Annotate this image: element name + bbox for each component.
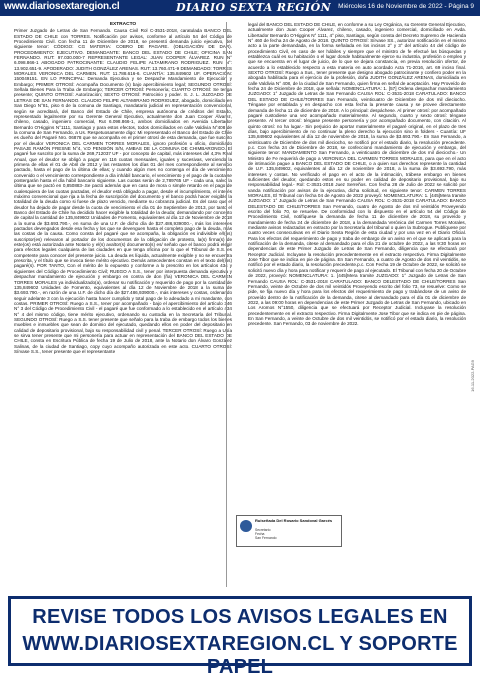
newspaper-brand: DIARIO SEXTA REGIÓN [176, 1, 332, 14]
signer-name: Ruiseñada Del Rosario Sandoval Garcés [255, 518, 333, 523]
legal-notices-columns [14, 22, 466, 587]
section-title: EXTRACTO [109, 22, 137, 27]
left-column-text: Primer Juzgado de Letras de San Fernando. Causa Civil Rol C-3531-2018, caratulada BANCO DEL ESTADO DE CHILE con TORRES. Notificación por avisos, conforme al artículo 54 del Código de Procedimiento Civil. Con fecha 11 de Diciembre de 2018, se presentó demanda juicio ejecutivo, del siguiente tenor: CÓDIGO: CG MATERIA: COBRO DE PAGARE. (OBLIGACIÓN DE DAR). PROCEDIMIENTO: EJECUTIVO. DEMANDANTE: BANCO DEL ESTADO DE CHILE; OFICINA SAN FERNANDO. RUT: 97.030.000-7 REPRESENTANTE LEGAL: JUAN COOPER ÁLVAREZ. RUN N° 6.098.866-1 ABOGADO PATROCINANTE: CLAUDIO FELIPE ALTAMIRANO RODRIGUEZ. RUN N°: 13.902.651-9. APODERADO: JUDITH GONZÁLEZ ARENAS. RUT: 13.760.471-9 DEMANDADO: TORRES MORALES VERONICA DEL CARMEN. RUT: 11.788.616-6. CUANTÍA: 135.849602 UF. OPERACIÓN: 150049151. EN LO PRINCIPAL: Demanda Ejecutiva y se Despache Mandamiento de Ejecución y Embargo; PRIMER OTROSÍ: Acompaña Documento (s) bajo apercibimiento legal; SEGUNDO OTROSÍ: Señala Bienes Para la Traba de Embargo; TERCER OTROSÍ: Personería; CUARTO OTROSÍ: Se tenga presente; QUINTO OTROSÍ: Autorización; SEXTO OTROSÍ: Patrocinio y poder. S. J. L. JUZGADO DE LETRAS DE SAN FERNANDO. CLAUDIO FELIPE ALTAMIRANO RODRIGUEZ, abogado, domiciliado en San Diego N°81, piso 6 de la comuna de Santiago, mandatario judicial en representación convencional, según se acreditará, del Banco del Estado de Chile, empresa autónoma de créditos del Estado, representado legalmente por su Gerente General Ejecutivo, actualmente don Juan Cooper Álvarez, chileno, casado, ingeniero comercial, Rut 6.098.866-1, ambos domiciliados en Avenida Libertador Bernardo O'Higgins N°1111, Santiago y para estos efectos, todos domiciliados en calle Valdivia N°408 de la comuna de San Fernando, a Us. Respetuosamente digo: Mi representado el Banco del Estado de Chile es dueño del Pagaré Nro. 06878 que se acompaña en el primer otrosí de esta demanda, que fue suscrito por el deudor VERONICA DEL CARMEN TORRES MORALES, ignoro profesión u oficio, domiciliado PASAJE RAMÓN FRESNE N°4, V.D PENSIÓN S/N, AMBAS DE LA COMUNA DE CHIMBARONGO. El pagaré fue suscrito por la suma de 269,712037 UF - por concepto de capital, más intereses del 4,3% Real Anual, que el deudor se obligó a pagar en 116 cuotas mensuales, iguales y sucesivas, venciendo la primera de ellas el 01 de Abril de 2012 y las restantes los días 01 del mes correspondiente al servicio pactado, hasta el pago de la última de ellas; y cuando algún mes no contenga el día de vencimiento convenido o el vencimiento correspondiente a día inhábil bancario, el vencimiento y el pago de la cuota se postergarán hasta el día hábil bancario siguiente. Las cuotas serán de 2,789765 UF - cada una, salvo la última que se pactó en 0,850883-.Se pactó además que en caso de mora o simple retardo en el pago de cualesquiera de las cuotas pactadas, el deudor está obligado a pagar, desde el incumplimiento, el interés máximo convencional que rija a la fecha de suscripción del documento y el banco podrá hacer exigible la totalidad de la deuda como si fuese de plazo vencido, mediante su cobranza judicial. Es del caso que el deudor ha dejado de pagar desde la cuota de vencimiento el día 01 de Septiembre de 2013, por tanto el Banco del Estado de Chile ha decidido hacer exigible la totalidad de la deuda; demandando por concepto de capital la cantidad de 135,849602 Unidades de Fomento, equivalentes al día 12 de Noviembre de 2018 a la suma de $3.693.790.-, en suma de una U.F. de dicho día de $27.486,939000.-, más los intereses pactados devengados desde esa fecha y los que se devenguen hasta el completo pago de la deuda, más las costas de la causa. Como consta del pagaré que se acompaña, la obligación es indivisible e/l(os) suscriptor(es) relevaron al portador de los documentos de la obligación de protesto, la(s) firma(s) de este(os) está autorizada ante Notario y el(s) avaltor(s) documento(s) es/ señalo que el banco podrá elegir para efectos legales cualquiera de las ciudades en que tenga oficina por lo que el Tribunal de S.S. es competente para conocer del presente juicio. La deuda es líquida, actualmente exigible y no se encuentra prescrita, y el título que se invoca tiene mérito ejecutivo. Demás antecedentes constan en el texto del(los) pagaré(s). POR TANTO, Con el mérito de lo expuesto y conforme a lo prescrito en los artículos 434 y siguientes del Código de Procedimiento Civil; RUEGO A S.S., tener por interpuesta demanda ejecutiva y despachar mandamiento de ejecución y embargo en contra de don (ña) VERONICA DEL CARMEN TORRES MORALES ya individualizado(a), ordenar su notificación y requerido de pago por la cantidad de 135,849602 Unidades de Fomento, equivalentes al día 12 de Noviembre de 2018 a la suma de $3.693.790.-, en razón de una U.F. de dicho día de $27.486,939000.-, más intereses y costas, ordenando seguir adelante 3 con la ejecución hasta hacer cumplido y total pago de lo adeudado a mi mandante, con costas. PRIMER OTROSÍ: Ruego a S.S., tener por acompañado - bajo el apercibimiento del artículo 346 N° 3 del Código de Procedimiento Civil - el pagaré que fue conformado a lo establecido en el artículo 434 N° 4 del mismo código, tiene mérito ejecutivo, ordenando su custodia en la Secretaría del Tribunal. SEGUNDO OTROSÍ: Ruego a S.S. tener presente que señalo para la traba de embargo todos los bienes muebles e inmuebles que sean de dominio del ejecutado, quedando ellos en poder del depositario en calidad de depositario provisional, bajo su responsabilidad civil y penal. TERCER OTROSÍ: Ruego a Usía se sirva tener presente que mi personería para actuar en representación del BANCO DEL ESTADO DE CHILE, consta en Escritura Pública de fecha 19 de Julio de 2018, ante la Notario don Álvaro González Salinas, de la ciudad de Santiago, copy cuyo acompaño autorizada en este acto. CUARTO OTROSÍ: Sírvase S.S., tener presente que el representante [14, 28, 232, 354]
page-header [0, 0, 480, 16]
ad-line-2: WWW.DIARIOSEXTAREGION.CL Y SOPORTE PAPEL [22, 633, 458, 678]
seal-icon [240, 520, 252, 532]
site-url[interactable]: www.diariosextaregion.cl [4, 1, 120, 12]
right-column-text: legal del BANCO DEL ESTADO DE CHILE, en conforme a su Ley Orgánica, su Gerente General Ejecutivo, actualmente don Juan Cooper Álvarez, chileno, casado, ingeniero comercial, domiciliado en Avda. Libertador Bernardo O'Higgins N° 1111, 4° piso, Santiago, según consta del Decreto Supremo de Hacienda N° 460 de fecha 24 de Agosto de 2018. QUINTO OTROSÍ: Sírvase SS., autorizar notificación en el mismo acto a la parte demandada, en la forma señalada en los incisos 2° y 3° del artículo 44 del código de procedimiento Civil, en caso de ser hábiles y siempre que el ministro de fe efectué las búsquedas y establezca cuál es su habitación o el lugar donde habitualmente ejerce su industria, profesión o empleo y que se encuentra en el lugar de juicio, de lo que se dejara constancia, en previa resolución ofertor, de acuerdo a lo establecido respecto a esta materia en auto acordado Acta 71-2016, art. 69 inciso final. SEXTO OTROSÍ: Ruego a Sus., tener presente que designo abogado patrocinante y confiero poder en la abogada habilitada para el ejercicio de la profesión, doña JUDITH GONZÁLEZ ARENAS, domiciliada en calle Valdivia N° 408, de la ciudad de San Fernando, quien firma en señal de aceptación. Hay Proveído de fecha 24 de Diciembre de 2018, que señala: NOMENCLATURA: 1. [57] Ordena despachar mandamiento JUZGADO: 1° Juzgado de Letras de San Fernando CAUSA ROL: C-3531-2018 CARATULADO: BANCO DEL ESTADO DE CHILE/TORRES San Fernando, veinticuatro de Diciembre de dos mil dieciocho. Téngase por entablada y en despacho con esta fecha la presente causa y se provee directamente demanda de fecha 11 de diciembre de 2018. A lo principal: despáchese. Al primer otrosí: por acompañado pagaré custodiese una vez acompañado materialmente. Al segundo, cuarto y sexto otrosí: téngase presente. Al tercer otrosí: téngase presente personería y por acompañado documento, con citación. Al quinto otrosí: no ha lugar.- Sin perjuicio de aportar materialmente el pagaré original, en el plazo de tres días, bajo apercibimiento de no continuar la pleno derecho la ejecución sino in folders - Cuantía: UF 135,849602 equivalentes al día 12 de noviembre de 2018, la suma de $3.693.790.- En San Fernando, a veinticuatro de Diciembre de dos mil dieciocho, se notificó por el estado diario, la resolución precedente. p.c. Con fecha 24 de Diciembre de 2018, se confeccionó mandamiento de ejecución y embargo, del siguiente tenor: MANDAMIENTO San Fernando, a veinticuatro de diciembre de dos mil dieciocho.- Un Ministro de Fe requerirá de pago a VERONICA DEL CARMEN TORRES MORALES, para que en el acto de intimación pague a BANCO DEL ESTADO DE CHILE, o a quien sus derechos represente la cantidad de U.F. 135,849602, equivalentes al día 12 de noviembre de 2018, a la suma de $3.693.790, más intereses y costas. No verificado el pago en el acto de la intimación, trábese embargo en bienes suficientes del deudor, quedando estos en su poder en calidad de depositario provisional, bajo su responsabilidad legal.- Rol: C-3531-2018 Juez Serreños. Con fecha 28 de Julio de 2022 se solicitó por vanda notificación por avisos de la ejecutiva, dicha solicitud, en siguiente tenor: CARMEN TORRES MORALES, El Tribunal con fecha 04 de Agosto de 2022 proveyó: NOMENCLATURA: 1. [445]Mera tramite JUZGADO: 1° Juzgado de Letras de San Fernando CAUSA ROL: C-3531-2018 CARATULADO: BANCO DELESTADO DE CHILE/TORRES San Fernando, cuatro de Agosto de dos mil veintidós Proveyendo escrito del folio 70, se resuelve. De conformidad con lo dispuesto en el artículo 54 del Código de Procedimiento Civil, notifíquese la demanda de fecha 11 de diciembre de 2018, su proveído y mandamiento de fecha 24 de diciembre de 2018, a la demandada Verónica del Carmen Torres Morales, mediante avisos redactados en extracto por la Secretaría del tribunal o quien la Subrogue. Publíquese por cuatro veces consecutivas en el Diario Sexta Región de esta ciudad y por una vez en el Diario Oficial. Para los efectos del requerimiento de pago y traba de embargo de un aviso en el que se aplicará para la notificación de la demanda, citese al demandado para el día 21 de octubre de 2022, a las 9:30 horas en dependencias de este Primer Juzgado de Letras de San Fernando, diligencia que se efectuará por Receptor Judicial. Incluyase la resolución precedentemente en el extracto respectivo. Firma Digitalmente Jose Tibor que se indica en pie de página. En San Fernando, a cuatro de Agosto de dos mil veintidós, se notificó por el estado diario, la resolución precedente.p.c. Con Fecha 19 de Octubre de 2022, se solicitó se solicitó nuevo día y hora para notificar y requerir de pago al ejecutado. El Tribunal con fecha 20 de Octubre de 2022, proveyó: NOMENCLATURA: 1. [445]Mera tramite JUZGADO: 1° Juzgado de Letras de San Fernando CAUSA ROL: C-3531-2018 CARATULADO: BANCO DELESTADO DE CHILE/TORRES San Fernando, veinte de Octubre de dos mil veintidós Proveyendo escrito del folio 73, se resuelve: Como se pide, se fija nuevo día y hora para los efectos del requerimiento de pago y trabándose de un aviso de proveído dentro de la notificación de la demanda, citese al demandado para el día 01 de diciembre de 2022, a las 09:00 horas en dependencias de este Primer Juzgado de Letras de San Fernando, ubicado en Los Aromos N°1550, diligencia que se efectuará por Receptor Judicial. Incluyase la resolución precedentemente en el extracto respectivo. Firma Digitalmente Jose Tibor que se indica en pie de página. En San Fernando, a veinte de Octubre de dos mil veintidós, se notificó por el estado diario, la resolución precedente. San Fernando, 03 de noviembre de 2022. [248, 22, 466, 327]
ad-line-1: REVISE TODOS LOS AVISOS LEGALES EN [32, 606, 448, 628]
column-divider [226, 22, 227, 587]
date-page-label: Miércoles 16 de Noviembre de 2022 - Página 9 [338, 3, 474, 10]
digital-signature-box [236, 515, 342, 547]
signer-details: Secretario Fecha San Fernando [255, 528, 277, 540]
left-column [14, 22, 232, 587]
legal-notices-ad-banner[interactable] [8, 596, 472, 678]
vertical-page-code: 16-11-2022-PAG9 [470, 360, 475, 392]
right-column [248, 22, 466, 587]
